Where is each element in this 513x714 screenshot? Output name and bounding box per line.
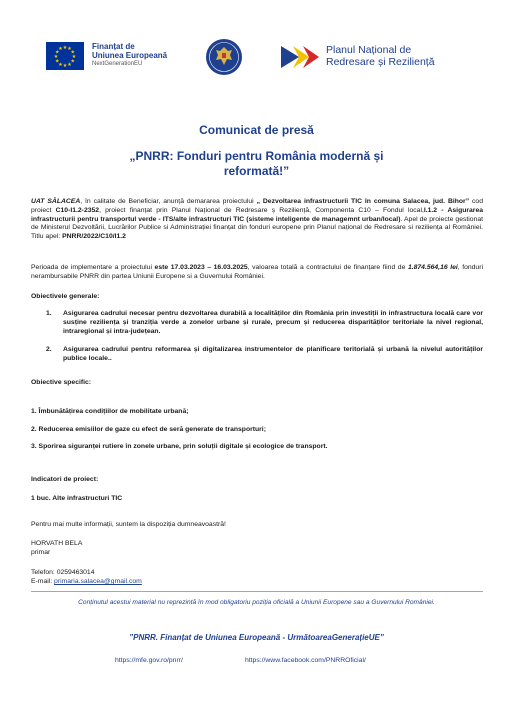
page-title: Comunicat de presă	[199, 123, 314, 137]
project-code: C10-I1.2-2352	[55, 206, 100, 214]
period-text-b: , valoarea totală a contractului de finanțare fiind de	[247, 264, 408, 271]
svg-text:★: ★	[70, 58, 76, 65]
general-objective-item	[46, 310, 483, 336]
intro-paragraph	[31, 198, 483, 242]
svg-text:★: ★	[54, 49, 60, 56]
footer-divider	[31, 591, 483, 592]
objective-text: Asigurarea cadrului necesar pentru dezvoltarea durabilă a localităților din România prin investiții în infrastructura locală care vor susține reziliența și tranziția verde a zonelor urbane și rurale, precum și reducerea disparităților teritoriale la nivel regional, intraregional și intra-județean.	[63, 310, 483, 335]
uat-name: UAT SĂLACEA	[31, 198, 81, 205]
investment-title: I.1.2 - Asigurarea infrastructurii pentru transportul verde - ITS/alte infrastructuri TIC (sisteme inteligente de managemnt urban/local)	[31, 206, 484, 223]
contact-name: HORVATH BELA	[31, 540, 83, 547]
intro-text-a: , în calitate de Beneficiar, anunță demararea proiectului	[80, 198, 257, 205]
intro-text-b: cod proiect	[31, 198, 483, 214]
objective-number: 1.	[46, 310, 52, 317]
svg-text:★: ★	[70, 49, 76, 56]
email-label: E-mail:	[31, 578, 55, 585]
page-subtitle: „PNRR: Fonduri pentru România modernă și reformată!”	[129, 149, 384, 178]
specific-objectives-heading: Obiective specific:	[31, 379, 92, 386]
svg-text:★: ★	[58, 61, 63, 68]
disclaimer: Conținutul acestui material nu reprezintă în mod obligatoriu poziția oficială a Uniunii Europene sau a Guvernului României.	[78, 599, 435, 606]
eu-flag-logo	[46, 42, 84, 70]
contact-note: Pentru mai multe informații, suntem la dispoziția dumneavoastră!	[31, 521, 226, 528]
eu-line-1: Finanțat de	[92, 42, 135, 51]
period-dates: este 17.03.2023 – 16.03.2025	[154, 264, 248, 271]
general-objective-item	[46, 346, 483, 364]
romanian-government-seal	[205, 38, 243, 76]
period-text-a: Perioada de implementare a proiectului	[31, 264, 155, 271]
project-name: „ Dezvoltarea infrastructurii TIC în comuna Salacea, jud. Bihor”	[256, 198, 470, 205]
period-text-c: , fonduri nerambursabile PNRR din partea Uniunii Europene si a Guvernului României.	[31, 264, 483, 280]
intro-text-d: . Apel de proiecte gestionat de Ministerul Dezvoltării, Lucrărilor Publice si Administrației finanțat din fonduri europene prin Planul național de Redresare si reziliența al României. Titlu apel:	[31, 215, 484, 241]
period-paragraph	[31, 264, 483, 282]
eu-line-3: NextGenerationEU	[92, 61, 143, 67]
specific-objective-item: 3. Sporirea siguranței rutiere în zonele urbane, prin soluții digitale și ecologice de transport.	[31, 443, 328, 450]
specific-objective-item: 2. Reducerea emisiilor de gaze cu efect de seră generate de transporturi;	[31, 426, 266, 433]
eu-line-2: Uniunea Europeană	[92, 51, 168, 60]
mfe-link[interactable]: https://mfe.gov.ro/pnrr/	[115, 657, 183, 664]
svg-text:★: ★	[62, 45, 68, 51]
svg-text:★: ★	[67, 46, 72, 53]
contact-role: primar	[31, 549, 51, 556]
svg-text:★: ★	[58, 46, 63, 53]
svg-text:★: ★	[62, 63, 68, 69]
svg-text:★: ★	[67, 61, 72, 68]
pnrr-label	[326, 44, 435, 68]
pnrr-line-1: Planul Național de	[326, 44, 412, 56]
slogan: ”PNRR. Finanțat de Uniunea Europeană - UrmătoareaGenerațieUE”	[129, 633, 384, 642]
pnrr-line-2: Redresare și Reziliență	[326, 56, 435, 68]
intro-text-c: , proiect finanțat prin Planul Național de Redresare ș Reziliență, Componenta C10 – Fondul local,	[99, 206, 424, 214]
objective-number: 2.	[46, 346, 52, 353]
general-objectives-heading: Obiectivele generale:	[31, 293, 100, 300]
svg-text:★: ★	[53, 54, 59, 60]
contact-phone: Telefon: 0259463014	[31, 569, 95, 576]
contract-value: 1.874.564,16 lei	[407, 264, 458, 271]
objective-text: Asigurarea cadrului pentru reformarea și digitalizarea instrumentelor de planificare teritorială și urbană la nivelul autorităților publice locale..	[63, 346, 483, 362]
svg-text:★: ★	[54, 58, 60, 65]
call-code: PNRR/2022/C10/I1.2	[62, 233, 126, 241]
indicator-item: 1 buc. Alte infrastructuri TIC	[31, 495, 123, 502]
specific-objective-item: 1. Îmbunătățirea condițiilor de mobilitate urbană;	[31, 408, 189, 415]
email-link[interactable]: primaria.salacea@gmail.com	[54, 578, 142, 585]
indicators-heading: Indicatori de proiect:	[31, 476, 99, 483]
eu-funding-label	[92, 42, 167, 69]
pnrr-logo-icon	[279, 44, 319, 70]
contact-email-row	[31, 578, 483, 587]
svg-text:★: ★	[71, 54, 77, 60]
facebook-link[interactable]: https://www.facebook.com/PNRROficial/	[245, 657, 366, 664]
